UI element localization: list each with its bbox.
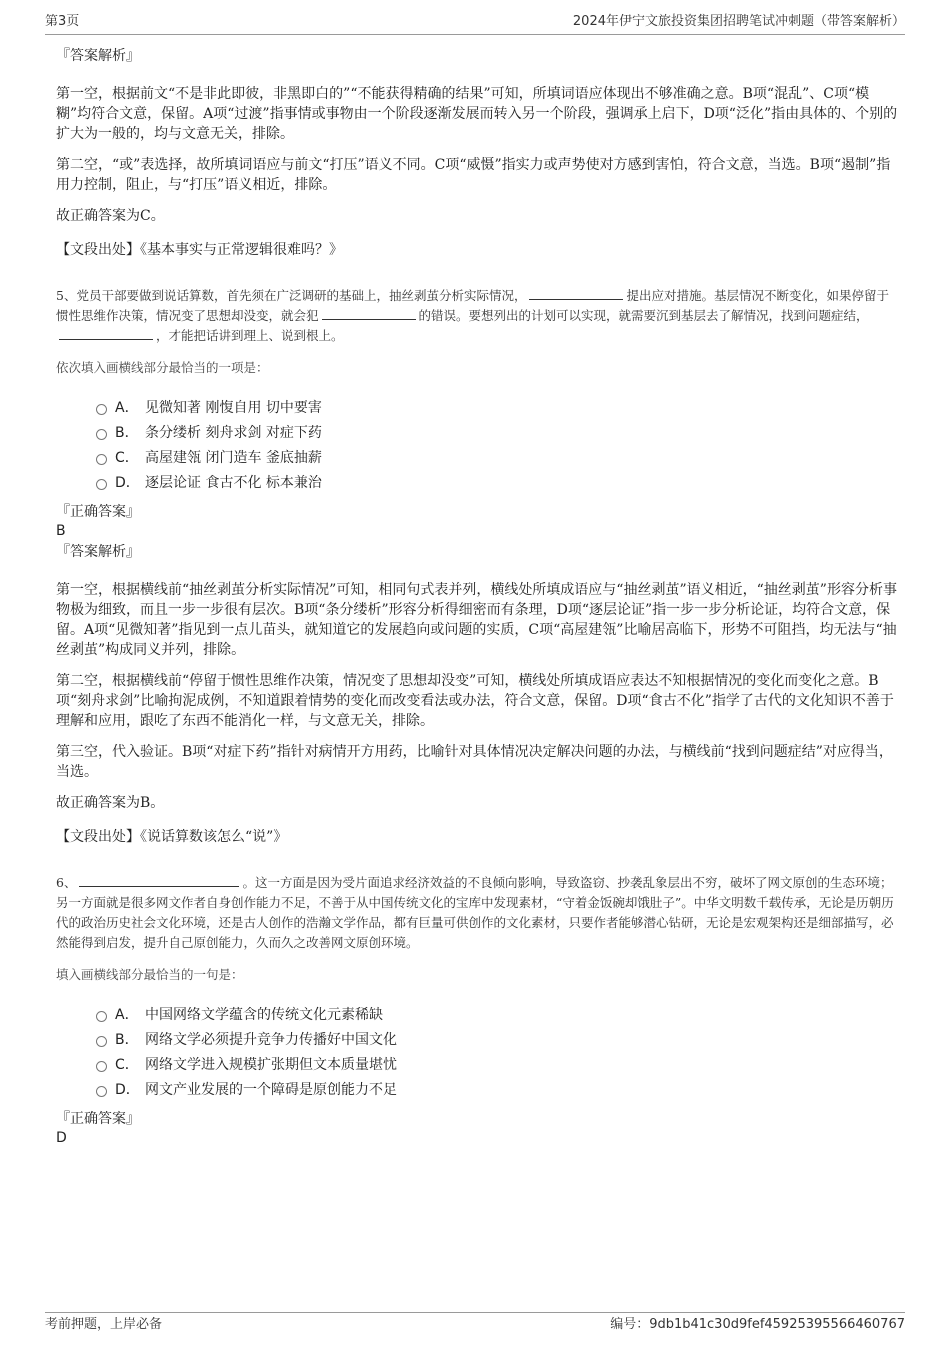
option-text: 条分缕析 刻舟求剑 对症下药 (145, 425, 322, 441)
option-a[interactable] (96, 396, 898, 421)
analysis-paragraph: 第二空，“或”表选择，故所填词语应与前文“打压”语义不同。C项“威慑”指实力或声势使对方感到害怕，符合文意，当选。B项“遏制”指用力控制，阻止，与“打压”语义相近，排除。 (56, 157, 891, 193)
question-stem (56, 873, 898, 953)
option-letter: C． (115, 450, 139, 466)
question-4-analysis (56, 46, 898, 260)
analysis-conclusion: 故正确答案为C。 (56, 208, 165, 224)
question-6 (56, 873, 898, 1147)
fill-blank (322, 307, 416, 320)
correct-answer-label: 『正确答案』 (56, 1111, 140, 1127)
option-c[interactable] (96, 446, 898, 471)
option-list (56, 396, 898, 496)
option-letter: C． (115, 1057, 139, 1073)
radio-icon[interactable] (96, 1036, 107, 1047)
stem-text: 。这一方面是因为受片面追求经济效益的不良倾向影响，导致盗窃、抄袭乱象层出不穷，破坏了网文原创的生态环境；另一方面就是很多网文作者自身创作能力不足，不善于从中国传统文化的宝库中发现素材，“守着金饭碗却饿肚子”。中华文明数千载传承，无论是历朝历代的政治历史社会文化环境，还是古人创作的浩瀚文学作品，都有巨量可供创作的文化素材，只要作者能够潜心钻研，无论是宏观架构还是细部描写，必然能得到启发，提升自己原创能力，久而久之改善网文原创环境。 (56, 875, 894, 950)
option-text: 网络文学进入规模扩张期但文本质量堪忧 (145, 1057, 397, 1073)
option-letter: B． (115, 1032, 139, 1048)
radio-icon[interactable] (96, 404, 107, 415)
passage-source: 【文段出处】《基本事实与正常逻辑很难吗？》 (56, 242, 343, 258)
stem-text: 提出应对措施。基层情况不断变化，如果停留于惯性思维作决策，情况变了思想却没变，就会犯 (56, 288, 889, 323)
option-b[interactable] (96, 421, 898, 446)
option-letter: B． (115, 425, 139, 441)
page-content (56, 46, 898, 1149)
passage-source: 【文段出处】《说话算数该怎么“说”》 (56, 829, 288, 845)
option-letter: D． (115, 475, 140, 491)
option-list (56, 1003, 898, 1103)
question-instruction: 填入画横线部分最恰当的一句是： (56, 967, 244, 982)
correct-answer-value: B (56, 523, 66, 539)
option-d[interactable] (96, 471, 898, 496)
page-number: 第3页 (45, 14, 80, 29)
stem-text: 的错误。要想列出的计划可以实现，就需要沉到基层去了解情况，找到问题症结， (418, 308, 869, 323)
document-title: 2024年伊宁文旅投资集团招聘笔试冲刺题（带答案解析） (572, 14, 905, 29)
option-text: 网络文学必须提升竞争力传播好中国文化 (145, 1032, 397, 1048)
analysis-paragraph: 第二空，根据横线前“停留于惯性思维作决策，情况变了思想却没变”可知，横线处所填成语应表达不知根据情况的变化而变化之意。B项“刻舟求剑”比喻拘泥成例，不知道跟着情势的变化而改变看法或办法，符合文意，保留。D项“食古不化”指学了古代的文化知识不善于理解和应用，跟吃了东西不能消化一样，与文意无关，排除。 (56, 673, 894, 729)
question-number: 6、 (56, 875, 77, 890)
radio-icon[interactable] (96, 1086, 107, 1097)
fill-blank (79, 874, 239, 887)
stem-text: ，才能把话讲到理上、说到根上。 (156, 328, 344, 343)
option-text: 逐层论证 食古不化 标本兼治 (145, 475, 322, 491)
option-c[interactable] (96, 1053, 898, 1078)
option-text: 网文产业发展的一个障碍是原创能力不足 (145, 1082, 397, 1098)
option-letter: D． (115, 1082, 140, 1098)
analysis-paragraph: 第一空，根据前文“不是非此即彼，非黑即白的”“不能获得精确的结果”可知，所填词语应体现出不够准确之意。B项“混乱”、C项“模糊”均符合文意，保留。A项“过渡”指事情或事物由一个阶段逐渐发展而转入另一个阶段，强调承上启下，D项“泛化”指由具体的、个别的扩大为一般的，均与文意无关，排除。 (56, 86, 898, 142)
radio-icon[interactable] (96, 1061, 107, 1072)
footer-slogan: 考前押题，上岸必备 (45, 1317, 163, 1332)
option-text: 高屋建瓴 闭门造车 釜底抽薪 (145, 450, 322, 466)
correct-answer-label: 『正确答案』 (56, 504, 140, 520)
document-serial: 编号：9db1b41c30d9fef45925395566460767 (610, 1317, 905, 1332)
option-letter: A． (115, 1007, 139, 1023)
option-letter: A． (115, 400, 139, 416)
option-b[interactable] (96, 1028, 898, 1053)
fill-blank (59, 327, 153, 340)
stem-text: 5、党员干部要做到说话算数，首先须在广泛调研的基础上，抽丝剥茧分析实际情况， (56, 288, 527, 303)
analysis-paragraph: 第三空，代入验证。B项“对症下药”指针对病情开方用药，比喻针对具体情况决定解决问题的办法，与横线前“找到问题症结”对应得当，当选。 (56, 744, 893, 780)
radio-icon[interactable] (96, 479, 107, 490)
fill-blank (529, 287, 623, 300)
page-footer (45, 1312, 905, 1333)
option-text: 中国网络文学蕴含的传统文化元素稀缺 (145, 1007, 383, 1023)
option-d[interactable] (96, 1078, 898, 1103)
question-stem (56, 286, 898, 346)
radio-icon[interactable] (96, 429, 107, 440)
question-instruction: 依次填入画横线部分最恰当的一项是： (56, 360, 269, 375)
page-header (45, 12, 905, 35)
radio-icon[interactable] (96, 1011, 107, 1022)
analysis-paragraph: 第一空，根据横线前“抽丝剥茧分析实际情况”可知，相同句式表并列，横线处所填成语应与“抽丝剥茧”语义相近，“抽丝剥茧”形容分析事物极为细致，而且一步一步很有层次。B项“条分缕析”形容分析得细密而有条理，D项“逐层论证”指一步一步分析论证，均符合文意，保留。A项“见微知著”指见到一点儿苗头，就知道它的发展趋向或问题的实质，C项“高屋建瓴”比喻居高临下，形势不可阻挡，均无法与“抽丝剥茧”构成同义并列，排除。 (56, 582, 897, 658)
correct-answer-value: D (56, 1130, 67, 1146)
analysis-label: 『答案解析』 (56, 544, 140, 560)
option-text: 见微知著 刚愎自用 切中要害 (145, 400, 322, 416)
analysis-conclusion: 故正确答案为B。 (56, 795, 165, 811)
radio-icon[interactable] (96, 454, 107, 465)
analysis-label: 『答案解析』 (56, 48, 140, 64)
option-a[interactable] (96, 1003, 898, 1028)
question-5 (56, 286, 898, 847)
